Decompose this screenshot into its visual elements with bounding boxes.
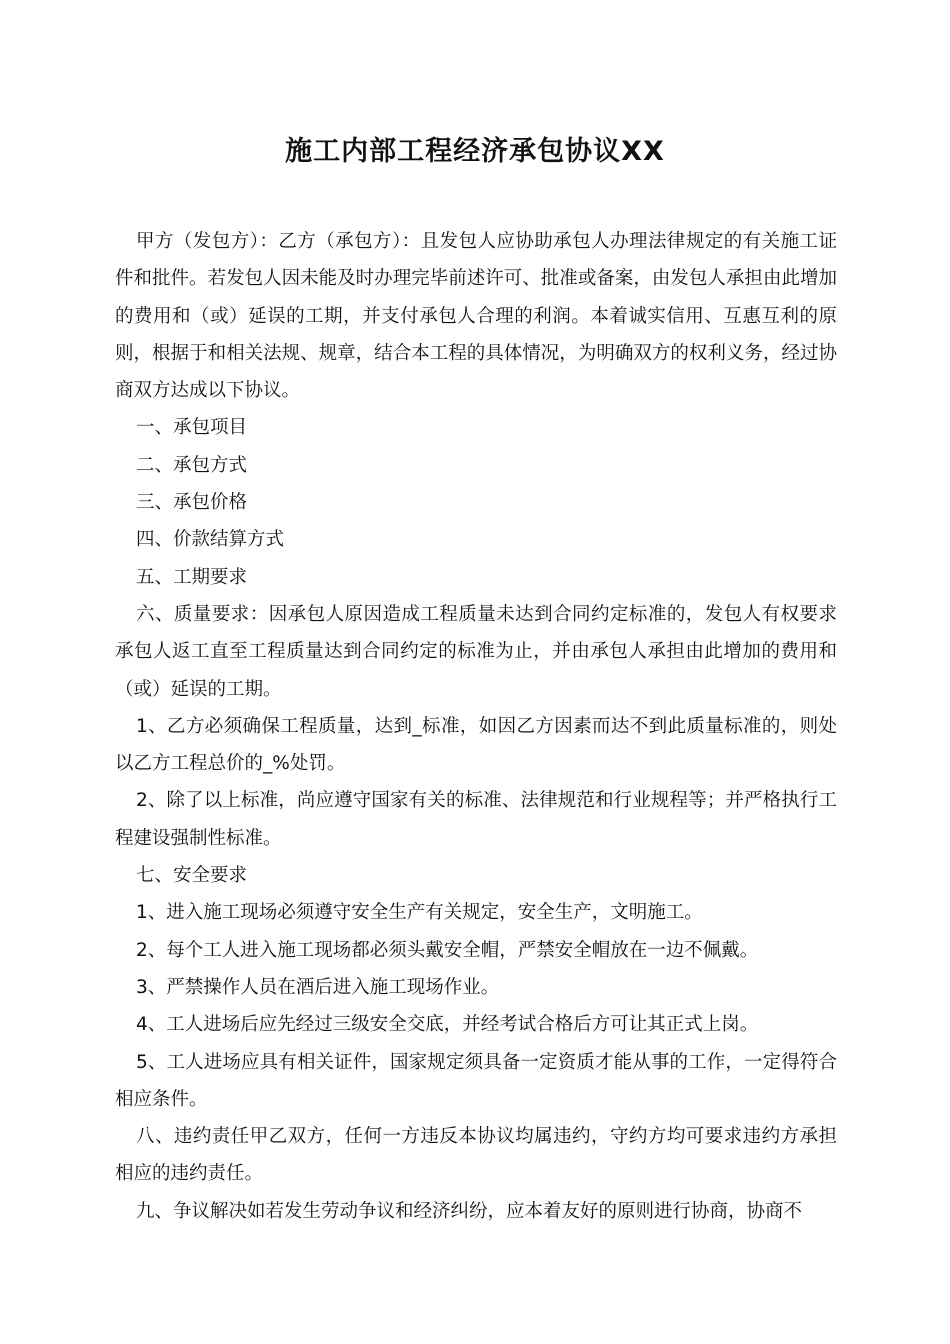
safety-item-1: 1、进入施工现场必须遵守安全生产有关规定，安全生产，文明施工。 bbox=[136, 902, 703, 924]
safety-item-3: 3、严禁操作人员在酒后进入施工现场作业。 bbox=[136, 976, 500, 998]
document-title: 施工内部工程经济承包协议XX bbox=[285, 136, 665, 167]
safety-item-4: 4、工人进场后应先经过三级安全交底，并经考试合格后方可让其正式上岗。 bbox=[136, 1014, 759, 1036]
paragraph-intro: 甲方（发包方）：乙方（承包方）：且发包人应协助承包人办理法律规定的有关施工证件和批件。若发包人因未能及时办理完毕前述许可、批准或备案，由发包人承担由此增加的费用和（或）延误的工期，并支付承包人合理的利润。本着诚实信用、互惠互利的原则，根据于和相关法规、规章，结合本工程的具体情况，为明确双方的权利义务，经过协商双方达成以下协议。 bbox=[115, 231, 837, 402]
section-quality: 六、质量要求：因承包人原因造成工程质量未达到合同约定标准的，发包人有权要求承包人返工直至工程质量达到合同约定的标准为止，并由承包人承担由此增加的费用和（或）延误的工期。 bbox=[115, 603, 837, 700]
quality-item-2: 2、除了以上标准，尚应遵守国家有关的标准、法律规范和行业规程等；并严格执行工程建设强制性标准。 bbox=[115, 790, 837, 849]
section-heading-settlement: 四、价款结算方式 bbox=[136, 529, 285, 551]
section-heading-safety: 七、安全要求 bbox=[136, 865, 248, 887]
document-body bbox=[115, 223, 837, 1230]
section-heading-price: 三、承包价格 bbox=[136, 492, 248, 514]
section-heading-method: 二、承包方式 bbox=[136, 454, 248, 476]
safety-item-2: 2、每个工人进入施工现场都必须头戴安全帽，严禁安全帽放在一边不佩戴。 bbox=[136, 939, 759, 961]
section-liability: 八、违约责任甲乙双方，任何一方违反本协议均属违约，守约方均可要求违约方承担相应的违约责任。 bbox=[115, 1126, 837, 1185]
section-heading-project: 一、承包项目 bbox=[136, 417, 248, 439]
section-dispute: 九、争议解决如若发生劳动争议和经济纠纷，应本着友好的原则进行协商，协商不 bbox=[136, 1200, 803, 1222]
quality-item-1: 1、乙方必须确保工程质量，达到_标准，如因乙方因素而达不到此质量标准的，则处以乙方工程总价的_%处罚。 bbox=[115, 715, 837, 775]
section-heading-schedule: 五、工期要求 bbox=[136, 566, 248, 588]
safety-item-5: 5、工人进场应具有相关证件，国家规定须具备一定资质才能从事的工作，一定得符合相应条件。 bbox=[115, 1051, 837, 1110]
